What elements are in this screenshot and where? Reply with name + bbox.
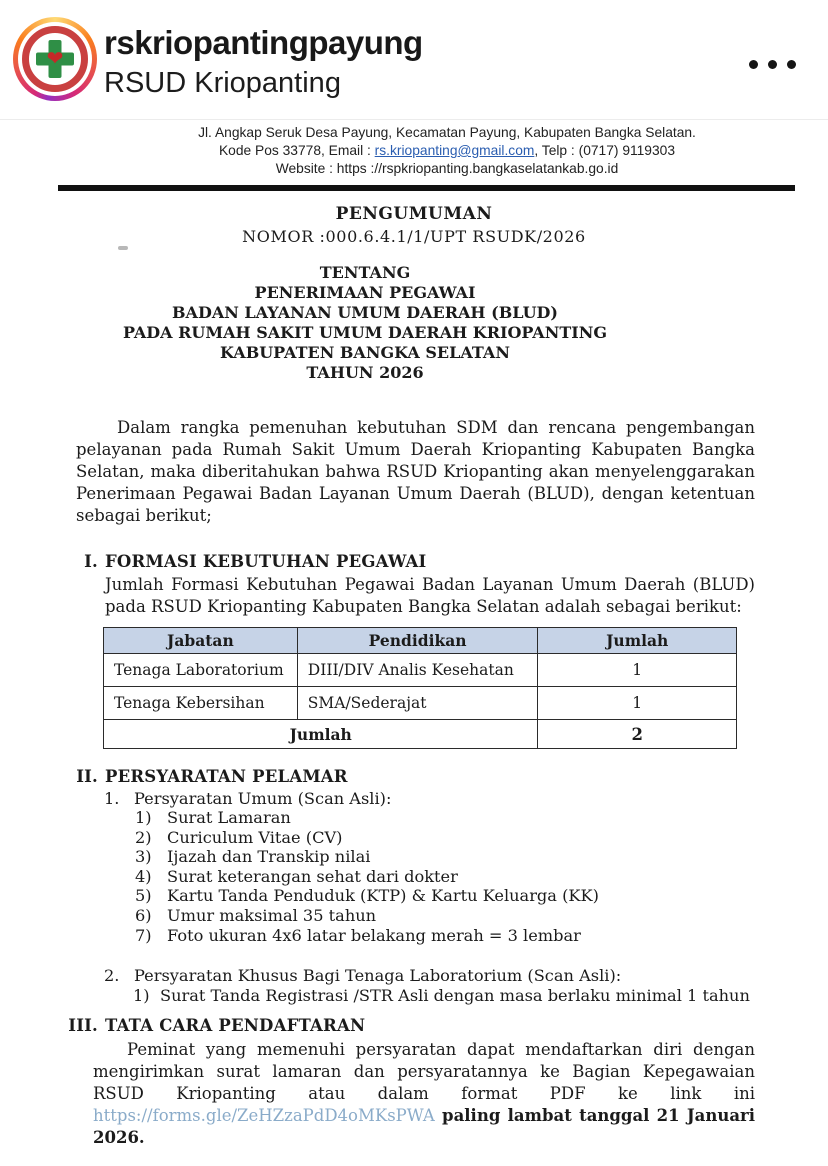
footer-total: 2 — [538, 720, 737, 749]
item-number: 4) — [135, 866, 152, 886]
table-row — [104, 687, 737, 720]
about-line: TAHUN 2026 — [306, 363, 424, 382]
more-options-button[interactable] — [743, 54, 802, 75]
letterhead-rule — [58, 185, 795, 191]
heart-icon: ❤ — [46, 46, 64, 71]
item-text: Foto ukuran 4x6 latar belakang merah = 3 lembar — [167, 925, 581, 945]
sub-label: Persyaratan Umum (Scan Asli): — [134, 789, 392, 808]
list-item — [135, 906, 755, 926]
section-2-numeral: II. — [76, 767, 98, 786]
announcement-number: NOMOR :000.6.4.1/1/UPT RSUDK/2026 — [242, 227, 586, 246]
requirements-general-list — [135, 808, 755, 945]
contact-after: , Telp : (0717) 9119303 — [534, 143, 676, 158]
section-3-title: TATA CARA PENDAFTARAN — [105, 1016, 366, 1036]
cell-jumlah: 1 — [538, 654, 737, 687]
hospital-logo-icon — [22, 26, 88, 92]
sub-number: 2. — [104, 966, 120, 986]
profile-avatar[interactable] — [13, 17, 97, 101]
cell-jumlah: 1 — [538, 687, 737, 720]
section-1-numeral: I. — [84, 552, 98, 571]
item-number: 3) — [135, 847, 152, 867]
avatar-inner-ring — [18, 22, 92, 96]
about-line: PENERIMAAN PEGAWAI — [254, 283, 476, 302]
item-text: Umur maksimal 35 tahun — [167, 905, 377, 925]
letterhead-address: Jl. Angkap Seruk Desa Payung, Kecamatan Payung, Kabupaten Bangka Selatan. — [198, 125, 696, 140]
contact-before: Kode Pos 33778, Email : — [218, 143, 375, 158]
section-1-title: FORMASI KEBUTUHAN PEGAWAI — [105, 552, 427, 571]
list-item — [135, 808, 755, 828]
item-number: 5) — [135, 886, 152, 906]
list-item — [135, 828, 755, 848]
item-number: 7) — [135, 925, 152, 945]
formasi-table — [103, 627, 737, 749]
announcement-title: PENGUMUMAN — [335, 204, 493, 224]
section-2-title: PERSYARATAN PELAMAR — [105, 767, 348, 786]
section-3-heading — [0, 1016, 828, 1035]
ellipsis-dot-icon — [787, 60, 796, 69]
list-item — [133, 985, 755, 1006]
announcement-document — [0, 120, 828, 1149]
account-subtitle: RSUD Kriopanting — [104, 67, 341, 99]
item-text: Surat Lamaran — [167, 808, 291, 827]
letterhead — [0, 120, 828, 178]
item-text: Ijazah dan Transkip nilai — [167, 847, 371, 867]
table-header-row — [104, 628, 737, 654]
about-block — [0, 263, 730, 383]
section-1-body: Jumlah Formasi Kebutuhan Pegawai Badan Layanan Umum Daerah (BLUD) pada RSUD Kriopanting Kabupaten Bangka Selatan adalah sebagai berikut: — [105, 575, 755, 616]
username[interactable]: rskriopantingpayung — [104, 24, 423, 61]
cell-pendidikan: SMA/Sederajat — [297, 687, 538, 720]
item-number: 2) — [135, 827, 152, 847]
item-text: Kartu Tanda Penduduk (KTP) & Kartu Keluarga (KK) — [167, 886, 599, 906]
item-text: Curiculum Vitae (CV) — [167, 827, 343, 847]
email-link[interactable]: rs.kriopanting@gmail.com — [374, 143, 535, 158]
registration-paragraph — [93, 1039, 755, 1149]
list-item — [135, 867, 755, 887]
table-row — [104, 654, 737, 687]
item-number: 1) — [135, 808, 152, 827]
registration-text: Peminat yang memenuhi persyaratan dapat mendaftarkan diri dengan mengirimkan surat lamaran dan persyaratannya ke Bagian Kepegawaian RSUD Kriopanting atau dalam format PDF ke link ini — [93, 1040, 755, 1104]
registration-form-link[interactable]: https://forms.gle/ZeHZzaPdD4oMKsPWA — [93, 1106, 435, 1126]
title-block — [0, 204, 828, 246]
letterhead-logo-remnant — [118, 246, 128, 250]
column-header-jumlah: Jumlah — [538, 628, 737, 654]
requirements-special-list — [133, 985, 755, 1006]
item-text: Surat keterangan sehat dari dokter — [167, 866, 458, 886]
post-header — [0, 0, 828, 120]
about-line: KABUPATEN BANGKA SELATAN — [220, 343, 510, 362]
list-item — [135, 847, 755, 867]
item-number: 1) — [133, 986, 150, 1006]
item-text: Surat Tanda Registrasi /STR Asli dengan masa berlaku minimal 1 tahun — [160, 986, 750, 1006]
letterhead-contact — [66, 142, 828, 160]
item-number: 6) — [135, 905, 152, 925]
about-line: TENTANG — [319, 263, 411, 282]
table-footer-row — [104, 720, 737, 749]
sub-number: 1. — [104, 789, 120, 808]
cell-jabatan: Tenaga Laboratorium — [104, 654, 298, 687]
account-identity — [104, 24, 423, 100]
cell-pendidikan: DIII/DIV Analis Kesehatan — [297, 654, 538, 687]
column-header-jabatan: Jabatan — [104, 628, 298, 654]
requirements-special-label — [104, 966, 828, 985]
section-1-heading — [0, 552, 828, 571]
section-2-heading — [0, 767, 828, 786]
sub-label: Persyaratan Khusus Bagi Tenaga Laboratorium (Scan Asli): — [134, 966, 622, 986]
ellipsis-dot-icon — [749, 60, 758, 69]
footer-label: Jumlah — [104, 720, 538, 749]
section-3-numeral: III. — [68, 1016, 98, 1036]
ellipsis-dot-icon — [768, 60, 777, 69]
deadline-text: paling lambat tanggal 21 Januari 2026. — [93, 1106, 755, 1148]
list-item — [135, 886, 755, 906]
about-line: PADA RUMAH SAKIT UMUM DAERAH KRIOPANTING — [122, 323, 608, 342]
column-header-pendidikan: Pendidikan — [297, 628, 538, 654]
list-item — [135, 926, 755, 946]
letterhead-website: Website : https ://rspkriopanting.bangkaselatankab.go.id — [275, 161, 619, 176]
cell-jabatan: Tenaga Kebersihan — [104, 687, 298, 720]
intro-paragraph: Dalam rangka pemenuhan kebutuhan SDM dan rencana pengembangan pelayanan pada Rumah Sakit Umum Daerah Kriopanting Kabupaten Bangka Selatan, maka diberitahukan bahwa RSUD Kriopanting akan menyelenggarakan Penerimaan Pegawai Badan Layanan Umum Daerah (BLUD), dengan ketentuan sebagai berikut; — [76, 418, 755, 525]
about-line: BADAN LAYANAN UMUM DAERAH (BLUD) — [172, 303, 558, 322]
requirements-general-label — [104, 789, 828, 808]
